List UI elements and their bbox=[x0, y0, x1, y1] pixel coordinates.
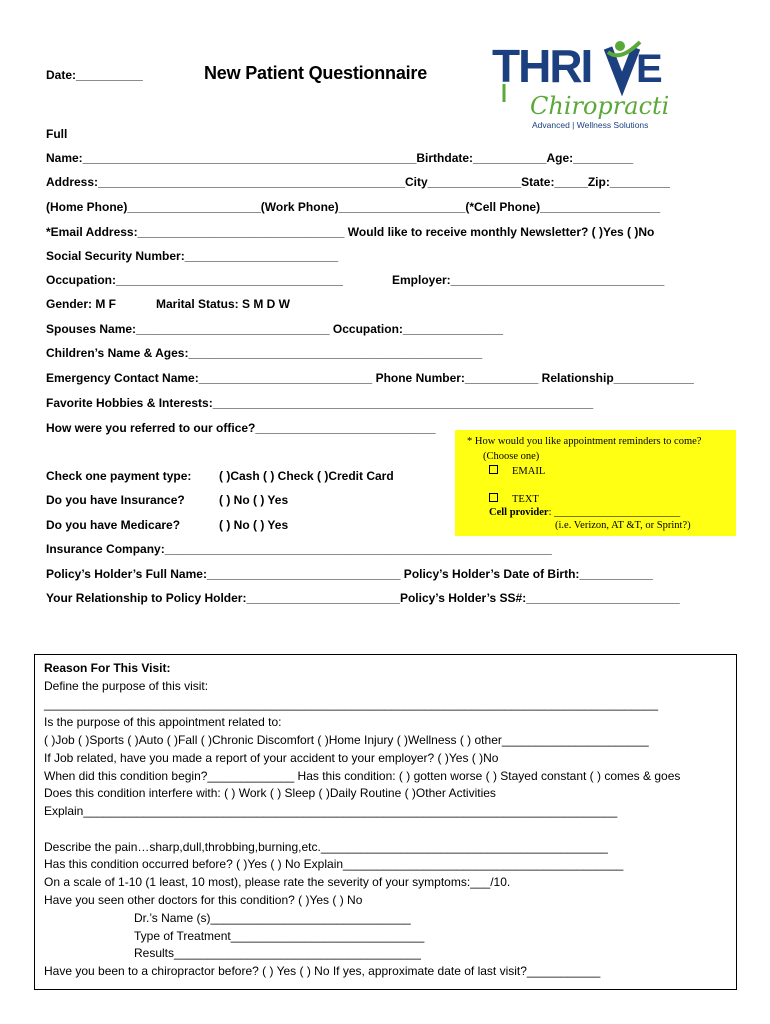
visit-define: Define the purpose of this visit: bbox=[44, 679, 209, 693]
svg-text:Advanced | Wellness Solutions: Advanced | Wellness Solutions bbox=[532, 120, 649, 130]
reminder-box bbox=[455, 430, 736, 536]
visit-chiropractor-before[interactable]: Have you been to a chiropractor before? ( ) Yes ( ) No If yes, approximate date of last visit?___________ bbox=[44, 964, 601, 978]
cell-provider-label: Cell provider bbox=[489, 507, 549, 518]
insurance-options[interactable]: ( ) No ( ) Yes bbox=[219, 493, 289, 507]
visit-related-options[interactable]: ( )Job ( )Sports ( )Auto ( )Fall ( )Chronic Discomfort ( )Home Injury ( )Wellness ( ) other______________________ bbox=[44, 733, 649, 747]
visit-related: Is the purpose of this appointment related to: bbox=[44, 715, 282, 729]
reminder-question: * How would you like appointment reminders to come? bbox=[467, 436, 702, 447]
hobbies-line[interactable]: Favorite Hobbies & Interests:_________________________________________________________ bbox=[46, 396, 594, 410]
occupation-line[interactable]: Occupation:__________________________________ bbox=[46, 273, 343, 287]
marital-options[interactable]: Marital Status: S M D W bbox=[156, 297, 291, 311]
address-line[interactable]: Address:______________________________________________City______________State:_____Zip:_________ bbox=[46, 175, 670, 189]
medicare-options[interactable]: ( ) No ( ) Yes bbox=[219, 518, 289, 532]
visit-define-line[interactable]: ____________________________________________________________________________________________ bbox=[44, 697, 658, 711]
visit-interfere[interactable]: Does this condition interfere with: ( ) Work ( ) Sleep ( )Daily Routine ( )Other Activities bbox=[44, 786, 496, 800]
visit-job-related[interactable]: If Job related, have you made a report of your accident to your employer? ( )Yes ( )No bbox=[44, 751, 499, 765]
reminder-email-option[interactable] bbox=[489, 465, 545, 477]
email-line[interactable]: *Email Address:_______________________________ Would like to receive monthly Newsletter? ( )Yes ( )No bbox=[46, 225, 655, 239]
insurance-label: Do you have Insurance? bbox=[46, 493, 185, 507]
emergency-line[interactable]: Emergency Contact Name:__________________________ Phone Number:___________ Relationship____________ bbox=[46, 371, 694, 385]
svg-text:E: E bbox=[636, 47, 663, 91]
reminder-text-option[interactable] bbox=[489, 493, 539, 505]
visit-occurred-before[interactable]: Has this condition occurred before? ( )Yes ( ) No Explain__________________________________________ bbox=[44, 857, 624, 871]
referred-line[interactable]: How were you referred to our office?___________________________ bbox=[46, 421, 436, 435]
gender-options[interactable]: Gender: M F bbox=[46, 297, 117, 311]
page-title: New Patient Questionnaire bbox=[204, 63, 428, 83]
employer-line[interactable]: Employer:________________________________ bbox=[392, 273, 665, 287]
visit-heading: Reason For This Visit: bbox=[44, 661, 171, 675]
full-label: Full bbox=[46, 127, 68, 141]
cell-provider-line[interactable]: : ________________________ bbox=[548, 507, 681, 518]
medicare-label: Do you have Medicare? bbox=[46, 518, 181, 532]
name-line[interactable]: Name:__________________________________________________Birthdate:___________Age:_________ bbox=[46, 151, 634, 165]
visit-when-begin[interactable]: When did this condition begin?_____________ Has this condition: ( ) gotten worse ( ) Stayed constant ( ) comes & goes bbox=[44, 769, 681, 783]
thrive-logo bbox=[490, 40, 668, 132]
payment-label: Check one payment type: bbox=[46, 469, 192, 483]
visit-other-doctors[interactable]: Have you seen other doctors for this condition? ( )Yes ( ) No bbox=[44, 893, 363, 907]
svg-text:Chiropractic: Chiropractic bbox=[530, 92, 668, 120]
cell-provider-hint: (i.e. Verizon, AT &T, or Sprint?) bbox=[555, 520, 691, 531]
phones-line[interactable]: (Home Phone)____________________(Work Phone)___________________(*Cell Phone)__________________ bbox=[46, 200, 661, 214]
email-checkbox[interactable] bbox=[489, 465, 498, 474]
visit-treatment-type[interactable]: Type of Treatment_____________________________ bbox=[134, 929, 425, 943]
policy-relationship-line[interactable]: Your Relationship to Policy Holder:_______________________Policy’s Holder’s SS#:_______________________ bbox=[46, 591, 680, 605]
reminder-choose: (Choose one) bbox=[483, 451, 540, 462]
children-line[interactable]: Children’s Name & Ages:____________________________________________ bbox=[46, 346, 483, 360]
visit-describe-pain[interactable]: Describe the pain…sharp,dull,throbbing,burning,etc.___________________________________________ bbox=[44, 840, 608, 854]
policy-holder-name-line[interactable]: Policy’s Holder’s Full Name:_____________________________ Policy’s Holder’s Date of Birth:___________ bbox=[46, 567, 653, 581]
reminder-email-label: EMAIL bbox=[512, 466, 546, 477]
date-field[interactable]: Date:__________ bbox=[46, 68, 143, 82]
ssn-line[interactable]: Social Security Number:_______________________ bbox=[46, 249, 339, 263]
insurance-company-line[interactable]: Insurance Company:__________________________________________________________ bbox=[46, 542, 552, 556]
reminder-text-label: TEXT bbox=[512, 494, 539, 505]
spouse-line[interactable]: Spouses Name:_____________________________ Occupation:_______________ bbox=[46, 322, 504, 336]
svg-text:THRI: THRI bbox=[492, 40, 592, 92]
cell-provider-field[interactable] bbox=[489, 507, 680, 518]
visit-results[interactable]: Results_____________________________________ bbox=[134, 946, 421, 960]
visit-explain[interactable]: Explain________________________________________________________________________________ bbox=[44, 804, 618, 818]
thrive-logo-graphic bbox=[490, 40, 668, 132]
visit-severity-scale[interactable]: On a scale of 1-10 (1 least, 10 most), please rate the severity of your symptoms:___/10. bbox=[44, 875, 511, 889]
text-checkbox[interactable] bbox=[489, 493, 498, 502]
visit-dr-name[interactable]: Dr.’s Name (s)______________________________ bbox=[134, 911, 411, 925]
payment-options[interactable]: ( )Cash ( ) Check ( )Credit Card bbox=[219, 469, 394, 483]
